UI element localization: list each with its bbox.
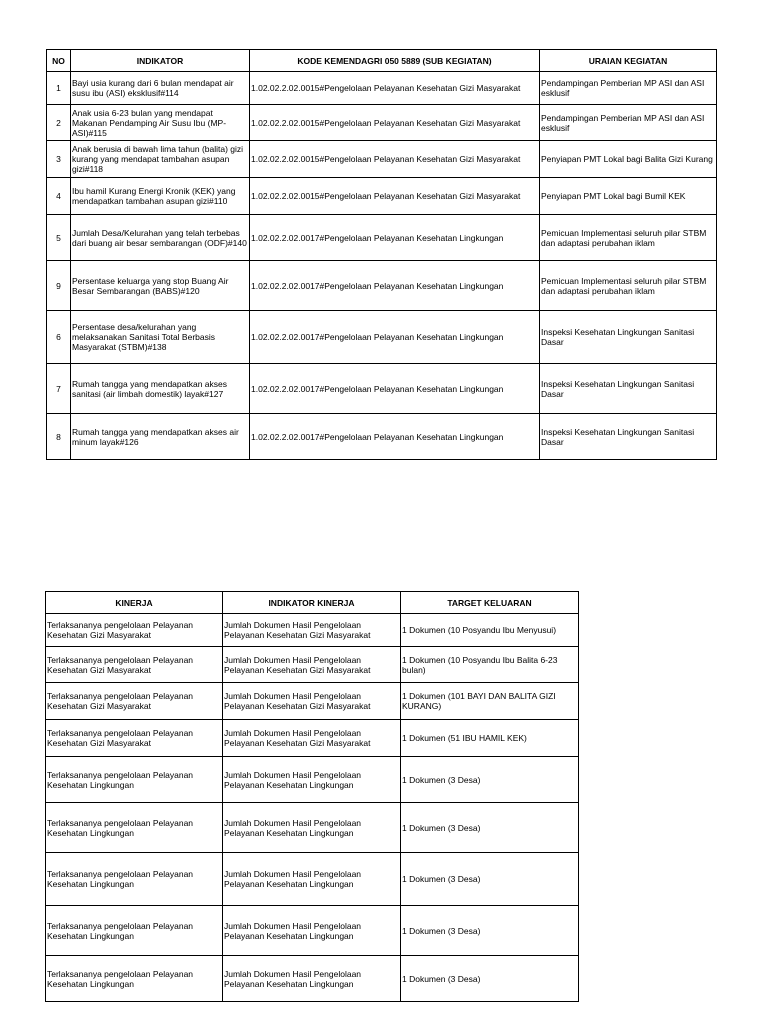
header-kode-kemendagri: KODE KEMENDAGRI 050 5889 (SUB KEGIATAN) [250,50,540,72]
row-no: 4 [47,178,71,215]
row-target: 1 Dokumen (3 Desa) [401,757,579,803]
row-indikator-kinerja: Jumlah Dokumen Hasil Pengelolaan Pelayanan Kesehatan Lingkungan [223,956,401,1002]
row-indikator-kinerja: Jumlah Dokumen Hasil Pengelolaan Pelayanan Kesehatan Lingkungan [223,853,401,906]
row-uraian: Pemicuan Implementasi seluruh pilar STBM dan adaptasi perubahan iklam [540,261,717,311]
row-indikator: Persentase keluarga yang stop Buang Air Besar Sembarangan (BABS)#120 [71,261,250,311]
row-no: 6 [47,311,71,364]
header-target-keluaran: TARGET KELUARAN [401,592,579,614]
row-no: 1 [47,72,71,105]
row-kinerja: Terlaksananya pengelolaan Pelayanan Kesehatan Gizi Masyarakat [46,614,223,647]
row-indikator: Bayi usia kurang dari 6 bulan mendapat air susu ibu (ASI) eksklusif#114 [71,72,250,105]
table-row [47,261,717,311]
table-header-row [47,50,717,72]
table-row [47,105,717,141]
table-row [47,72,717,105]
table-row [46,956,579,1002]
row-uraian: Pemicuan Implementasi seluruh pilar STBM dan adaptasi perubahan iklam [540,215,717,261]
row-indikator-kinerja: Jumlah Dokumen Hasil Pengelolaan Pelayanan Kesehatan Gizi Masyarakat [223,683,401,720]
table-row [46,614,579,647]
row-no: 9 [47,261,71,311]
row-indikator: Anak berusia di bawah lima tahun (balita) gizi kurang yang mendapat tambahan asupan gizi#118 [71,141,250,178]
row-target: 1 Dokumen (3 Desa) [401,956,579,1002]
header-indikator-kinerja: INDIKATOR KINERJA [223,592,401,614]
row-kode: 1.02.02.2.02.0015#Pengelolaan Pelayanan Kesehatan Gizi Masyarakat [250,178,540,215]
row-no: 8 [47,414,71,460]
row-uraian: Pendampingan Pemberian MP ASI dan ASI esklusif [540,105,717,141]
row-no: 5 [47,215,71,261]
table-row [46,803,579,853]
row-target: 1 Dokumen (10 Posyandu Ibu Balita 6-23 bulan) [401,647,579,683]
kinerja-target-table [45,591,579,1002]
row-indikator-kinerja: Jumlah Dokumen Hasil Pengelolaan Pelayanan Kesehatan Gizi Masyarakat [223,647,401,683]
header-indikator: INDIKATOR [71,50,250,72]
row-indikator: Ibu hamil Kurang Energi Kronik (KEK) yang mendapatkan tambahan asupan gizi#110 [71,178,250,215]
row-uraian: Penyiapan PMT Lokal bagi Bumil KEK [540,178,717,215]
row-kode: 1.02.02.2.02.0017#Pengelolaan Pelayanan Kesehatan Lingkungan [250,311,540,364]
row-target: 1 Dokumen (51 IBU HAMIL KEK) [401,720,579,757]
table-row [47,311,717,364]
header-no: NO [47,50,71,72]
table-row [47,178,717,215]
header-kinerja: KINERJA [46,592,223,614]
row-kinerja: Terlaksananya pengelolaan Pelayanan Kesehatan Lingkungan [46,757,223,803]
table-row [47,141,717,178]
row-indikator: Rumah tangga yang mendapatkan akses sanitasi (air limbah domestik) layak#127 [71,364,250,414]
table-row [47,364,717,414]
row-kode: 1.02.02.2.02.0015#Pengelolaan Pelayanan Kesehatan Gizi Masyarakat [250,141,540,178]
row-kode: 1.02.02.2.02.0017#Pengelolaan Pelayanan Kesehatan Lingkungan [250,215,540,261]
row-kode: 1.02.02.2.02.0017#Pengelolaan Pelayanan Kesehatan Lingkungan [250,261,540,311]
table-row [46,757,579,803]
row-kode: 1.02.02.2.02.0017#Pengelolaan Pelayanan Kesehatan Lingkungan [250,414,540,460]
table-row [46,853,579,906]
row-kinerja: Terlaksananya pengelolaan Pelayanan Kesehatan Lingkungan [46,803,223,853]
table-row [47,215,717,261]
row-uraian: Inspeksi Kesehatan Lingkungan Sanitasi Dasar [540,311,717,364]
row-kode: 1.02.02.2.02.0015#Pengelolaan Pelayanan Kesehatan Gizi Masyarakat [250,72,540,105]
header-uraian-kegiatan: URAIAN KEGIATAN [540,50,717,72]
row-target: 1 Dokumen (10 Posyandu Ibu Menyusui) [401,614,579,647]
row-no: 7 [47,364,71,414]
row-target: 1 Dokumen (101 BAYI DAN BALITA GIZI KURANG) [401,683,579,720]
row-indikator: Persentase desa/kelurahan yang melaksanakan Sanitasi Total Berbasis Masyarakat (STBM)#138 [71,311,250,364]
row-kinerja: Terlaksananya pengelolaan Pelayanan Kesehatan Lingkungan [46,853,223,906]
row-target: 1 Dokumen (3 Desa) [401,906,579,956]
row-uraian: Inspeksi Kesehatan Lingkungan Sanitasi Dasar [540,364,717,414]
row-target: 1 Dokumen (3 Desa) [401,853,579,906]
table-row [47,414,717,460]
row-indikator: Rumah tangga yang mendapatkan akses air minum layak#126 [71,414,250,460]
row-indikator-kinerja: Jumlah Dokumen Hasil Pengelolaan Pelayanan Kesehatan Gizi Masyarakat [223,614,401,647]
indikator-kegiatan-table [46,49,717,460]
row-kinerja: Terlaksananya pengelolaan Pelayanan Kesehatan Gizi Masyarakat [46,647,223,683]
row-uraian: Inspeksi Kesehatan Lingkungan Sanitasi Dasar [540,414,717,460]
row-uraian: Penyiapan PMT Lokal bagi Balita Gizi Kurang [540,141,717,178]
row-indikator-kinerja: Jumlah Dokumen Hasil Pengelolaan Pelayanan Kesehatan Gizi Masyarakat [223,720,401,757]
row-indikator-kinerja: Jumlah Dokumen Hasil Pengelolaan Pelayanan Kesehatan Lingkungan [223,803,401,853]
row-target: 1 Dokumen (3 Desa) [401,803,579,853]
row-indikator: Anak usia 6-23 bulan yang mendapat Makanan Pendamping Air Susu Ibu (MP-ASI)#115 [71,105,250,141]
table-header-row [46,592,579,614]
row-indikator-kinerja: Jumlah Dokumen Hasil Pengelolaan Pelayanan Kesehatan Lingkungan [223,757,401,803]
row-kinerja: Terlaksananya pengelolaan Pelayanan Kesehatan Gizi Masyarakat [46,720,223,757]
row-no: 3 [47,141,71,178]
table-row [46,720,579,757]
row-kinerja: Terlaksananya pengelolaan Pelayanan Kesehatan Lingkungan [46,906,223,956]
table-row [46,647,579,683]
row-kinerja: Terlaksananya pengelolaan Pelayanan Kesehatan Lingkungan [46,956,223,1002]
row-kode: 1.02.02.2.02.0015#Pengelolaan Pelayanan Kesehatan Gizi Masyarakat [250,105,540,141]
row-kode: 1.02.02.2.02.0017#Pengelolaan Pelayanan Kesehatan Lingkungan [250,364,540,414]
table-row [46,906,579,956]
row-no: 2 [47,105,71,141]
row-indikator: Jumlah Desa/Kelurahan yang telah terbebas dari buang air besar sembarangan (ODF)#140 [71,215,250,261]
table-row [46,683,579,720]
row-indikator-kinerja: Jumlah Dokumen Hasil Pengelolaan Pelayanan Kesehatan Lingkungan [223,906,401,956]
row-uraian: Pendampingan Pemberian MP ASI dan ASI esklusif [540,72,717,105]
row-kinerja: Terlaksananya pengelolaan Pelayanan Kesehatan Gizi Masyarakat [46,683,223,720]
